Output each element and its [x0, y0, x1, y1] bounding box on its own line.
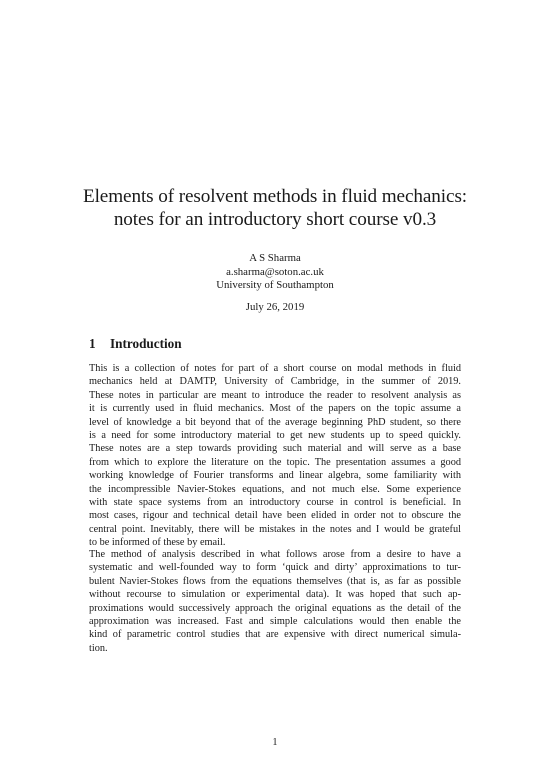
paragraph-line: is a need for some introductory material to get new students up to speed quickly. [89, 429, 461, 441]
title-line-1: Elements of resolvent methods in fluid mechanics: [82, 186, 468, 207]
paragraph-line: tion. [89, 642, 108, 654]
section-title: Introduction [110, 336, 182, 351]
paragraph-line: most cases, rigour and technical detail have been elided in order not to obscure the [89, 510, 461, 522]
paragraph-line: kind of parametric control studies that are expensive with direct numerical simula- [89, 629, 461, 641]
paragraph-line: level of knowledge a bit beyond that of the average beginning PhD student, so there [89, 416, 461, 428]
paragraph-line: central point. Inevitably, there will be mistakes in the notes and I would be grateful [89, 523, 461, 535]
paragraph-2 [89, 548, 461, 655]
paragraph-line: These notes are a step towards providing such material and will serve as a base [89, 443, 461, 455]
paragraph-line: systematic and well-founded way to form ‘quick and dirty’ approximations to tur- [89, 562, 461, 574]
paragraph-line: The method of analysis described in what follows arose from a desire to have a [89, 549, 461, 560]
author-email: a.sharma@soton.ac.uk [226, 265, 324, 278]
paragraph-line: to be informed of these by email. [89, 537, 226, 549]
paragraph-line: the incompressible Navier-Stokes equations, and not much else. Some experience [89, 483, 461, 495]
paragraph-line: These notes in particular are meant to introduce the reader to resolvent analysis as [89, 389, 461, 401]
paragraph-line: proximations would successively approach the original equations as the detail of the [89, 602, 461, 614]
author-block [0, 252, 550, 293]
section-heading [89, 336, 182, 352]
paragraph-line: approximation was increased. Fast and simple calculations would then enable the [89, 615, 461, 627]
paragraph-line: without recourse to simulation or experimental data). It was hoped that such ap- [89, 589, 461, 601]
paper-title [0, 185, 550, 231]
paragraph-line: from which to explore the literature on the topic. The presentation assumes a good [89, 456, 461, 468]
paragraph-line: working knowledge of Fourier transforms and linear algebra, some familiarity with [89, 470, 461, 482]
paragraph-line: with state space systems from an introductory course in control is beneficial. In [89, 496, 461, 508]
author-affiliation: University of Southampton [216, 279, 334, 291]
paragraph-1 [89, 362, 461, 549]
page-number: 1 [272, 737, 278, 748]
title-line-2: notes for an introductory short course v0.3 [113, 209, 437, 230]
paragraph-line: bulent Navier-Stokes flows from the equations themselves (that is, as far as possible [89, 575, 461, 587]
author-name: A S Sharma [249, 252, 301, 264]
publication-date: July 26, 2019 [245, 301, 305, 313]
paragraph-line: mechanics held at DAMTP, University of Cambridge, in the summer of 2019. [89, 376, 461, 388]
paragraph-line: This is a collection of notes for part of a short course on modal methods in fluid [89, 363, 461, 374]
section-number: 1 [89, 336, 96, 351]
paragraph-line: it is currently used in fluid mechanics. Most of the papers on the topic assume a [89, 403, 461, 415]
